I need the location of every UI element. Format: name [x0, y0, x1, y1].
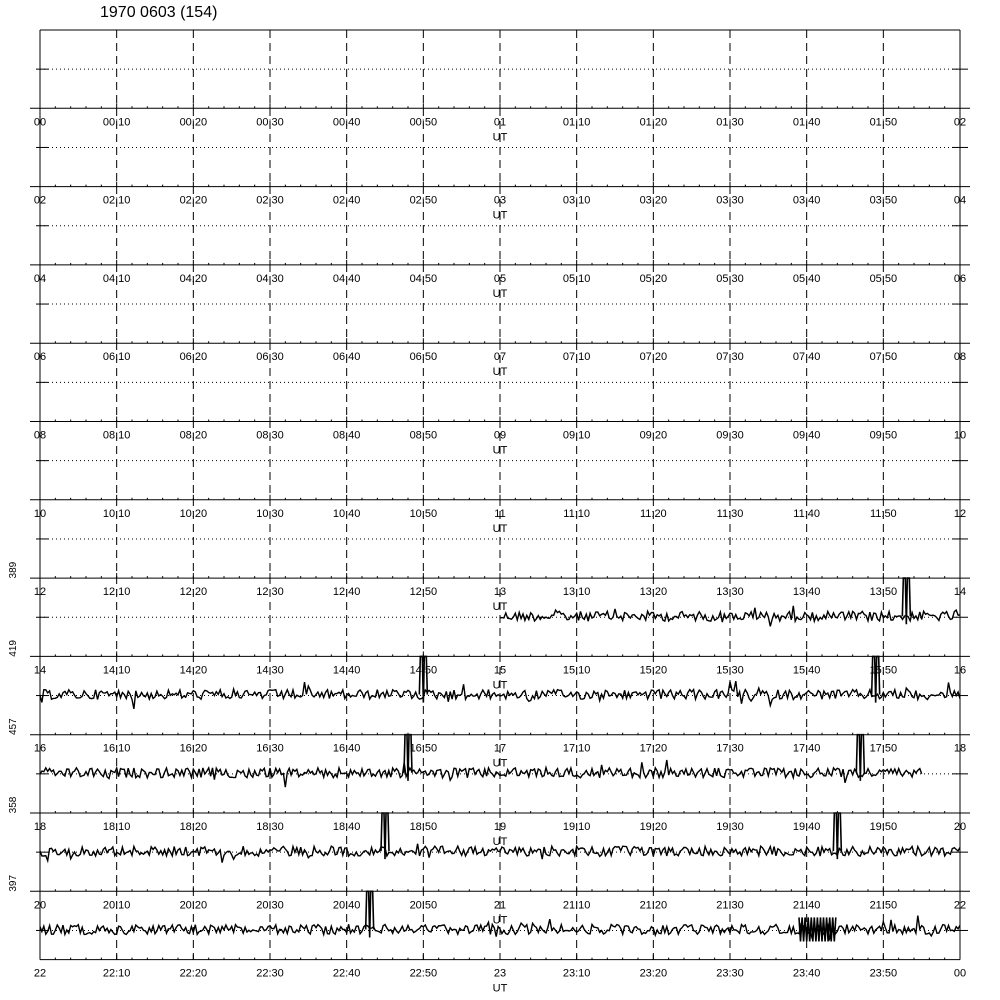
- tick-label: 00:40: [332, 116, 361, 129]
- tick-label: 19:40: [792, 821, 821, 833]
- ut-label: UT: [492, 982, 508, 995]
- tick-label: 10:50: [409, 507, 438, 520]
- tick-label: 14:30: [256, 664, 284, 677]
- tick-label: 14:40: [332, 664, 361, 677]
- row-mid-label: 09: [493, 429, 507, 442]
- tick-label: 17:10: [562, 742, 591, 755]
- row-mid-label: 01: [493, 116, 507, 129]
- tick-label: 01:30: [716, 116, 744, 129]
- tick-label: 08:30: [256, 429, 284, 442]
- row-mid-label: 15: [493, 664, 507, 677]
- tick-label: 05:10: [562, 272, 591, 285]
- ut-label: UT: [492, 601, 508, 614]
- tick-label: 13:20: [639, 586, 668, 599]
- tick-label: 04:50: [409, 272, 438, 285]
- ut-label: UT: [492, 836, 508, 848]
- tick-label: 15:20: [639, 664, 668, 677]
- row-end-label: 22: [953, 899, 967, 912]
- tick-label: 20:30: [256, 899, 284, 912]
- tick-label: 23:10: [562, 967, 591, 980]
- tick-label: 16:10: [102, 742, 131, 755]
- row-start-label: 08: [33, 429, 47, 442]
- ut-label: UT: [492, 287, 508, 300]
- tick-label: 07:40: [792, 351, 821, 364]
- tick-label: 12:40: [332, 586, 361, 599]
- tick-label: 16:40: [332, 742, 361, 755]
- tick-label: 16:30: [256, 742, 284, 755]
- tick-label: 05:30: [716, 272, 744, 285]
- tick-label: 21:40: [792, 899, 821, 912]
- ut-label: UT: [492, 914, 508, 927]
- row-end-label: 10: [953, 429, 967, 442]
- row-end-label: 04: [953, 194, 967, 207]
- data-burst: [799, 917, 836, 941]
- tick-label: 04:10: [102, 272, 131, 285]
- tick-label: 18:20: [179, 821, 208, 833]
- tick-label: 01:50: [869, 116, 898, 129]
- tick-label: 04:20: [179, 272, 208, 285]
- tick-label: 15:10: [562, 664, 591, 677]
- ut-label: UT: [492, 131, 508, 144]
- tick-label: 21:20: [639, 899, 668, 912]
- tick-label: 20:10: [102, 899, 131, 912]
- row-mid-label: 21: [493, 899, 507, 912]
- tick-label: 12:50: [409, 586, 438, 599]
- ut-label: UT: [492, 444, 508, 457]
- row-end-label: 12: [953, 507, 967, 520]
- tick-label: 16:50: [409, 742, 438, 755]
- tick-label: 07:30: [716, 351, 744, 364]
- tick-label: 03:20: [639, 194, 668, 207]
- tick-label: 21:30: [716, 899, 744, 912]
- tick-label: 19:30: [716, 821, 744, 833]
- tick-label: 14:50: [409, 664, 438, 677]
- tick-label: 23:20: [639, 967, 668, 980]
- row-start-label: 16: [33, 742, 47, 755]
- tick-label: 18:30: [256, 821, 284, 833]
- tick-label: 18:10: [102, 821, 131, 833]
- tick-label: 12:30: [256, 586, 284, 599]
- data-spike: [381, 813, 389, 859]
- ut-label: UT: [492, 209, 508, 222]
- tick-label: 08:40: [332, 429, 361, 442]
- tick-label: 11:40: [793, 507, 821, 520]
- row-end-label: 14: [953, 586, 967, 599]
- tick-label: 00:30: [256, 116, 284, 129]
- tick-label: 02:50: [409, 194, 438, 207]
- tick-label: 11:30: [716, 507, 744, 520]
- row-start-label: 18: [33, 821, 47, 833]
- row-mid-label: 13: [493, 586, 507, 599]
- side-value-label: 457: [8, 718, 19, 736]
- row-end-label: 06: [953, 272, 967, 285]
- row-end-label: 02: [953, 116, 967, 129]
- tick-label: 08:20: [179, 429, 208, 442]
- tick-label: 00:20: [179, 116, 208, 129]
- row-start-label: 06: [33, 351, 47, 364]
- tick-label: 05:50: [869, 272, 898, 285]
- side-value-label: 397: [8, 874, 19, 892]
- row-end-label: 20: [953, 821, 967, 833]
- row-end-label: 08: [953, 351, 967, 364]
- tick-label: 05:40: [792, 272, 821, 285]
- tick-label: 04:40: [332, 272, 361, 285]
- row-mid-label: 11: [494, 507, 506, 520]
- tick-label: 04:30: [256, 272, 284, 285]
- tick-label: 14:10: [102, 664, 131, 677]
- tick-label: 19:10: [562, 821, 591, 833]
- tick-label: 13:50: [869, 586, 898, 599]
- ut-label: UT: [492, 366, 508, 379]
- tick-label: 18:40: [332, 821, 361, 833]
- tick-label: 07:10: [562, 351, 591, 364]
- ut-label: UT: [492, 757, 508, 770]
- tick-label: 13:30: [716, 586, 744, 599]
- tick-label: 09:50: [869, 429, 898, 442]
- tick-label: 15:40: [792, 664, 821, 677]
- tick-label: 22:20: [179, 967, 208, 980]
- tick-label: 16:20: [179, 742, 208, 755]
- tick-label: 10:40: [332, 507, 361, 520]
- tick-label: 17:30: [716, 742, 744, 755]
- row-mid-label: 03: [493, 194, 507, 207]
- tick-label: 03:50: [869, 194, 898, 207]
- tick-label: 14:20: [179, 664, 208, 677]
- tick-label: 07:50: [869, 351, 898, 364]
- row-start-label: 04: [33, 272, 47, 285]
- tick-label: 00:50: [409, 116, 438, 129]
- tick-label: 12:10: [102, 586, 131, 599]
- tick-label: 23:30: [716, 967, 744, 980]
- row-start-label: 12: [33, 586, 47, 599]
- chart-title: 1970 0603 (154): [100, 4, 218, 21]
- tick-label: 15:50: [869, 664, 898, 677]
- tick-label: 17:40: [792, 742, 821, 755]
- data-trace: [40, 757, 922, 787]
- tick-label: 22:10: [102, 967, 131, 980]
- tick-label: 10:20: [179, 507, 208, 520]
- tick-label: 20:20: [179, 899, 208, 912]
- row-start-label: 20: [33, 899, 47, 912]
- row-end-label: 00: [953, 967, 967, 980]
- tick-label: 09:20: [639, 429, 668, 442]
- tick-label: 22:40: [332, 967, 361, 980]
- tick-label: 20:40: [332, 899, 361, 912]
- tick-label: 12:20: [179, 586, 208, 599]
- tick-label: 21:50: [869, 899, 898, 912]
- tick-label: 09:40: [792, 429, 821, 442]
- tick-label: 19:20: [639, 821, 668, 833]
- row-mid-label: 07: [493, 351, 507, 364]
- row-start-label: 02: [33, 194, 47, 207]
- tick-label: 13:10: [562, 586, 591, 599]
- row-end-label: 16: [953, 664, 967, 677]
- ut-label: UT: [492, 522, 508, 535]
- tick-label: 15:30: [716, 664, 744, 677]
- row-mid-label: 17: [493, 742, 507, 755]
- tick-label: 09:30: [716, 429, 744, 442]
- row-start-label: 14: [33, 664, 47, 677]
- tick-label: 06:30: [256, 351, 284, 364]
- tick-label: 22:30: [256, 967, 284, 980]
- tick-label: 22:50: [409, 967, 438, 980]
- tick-label: 01:20: [639, 116, 668, 129]
- tick-label: 08:50: [409, 429, 438, 442]
- tick-label: 06:50: [409, 351, 438, 364]
- tick-label: 13:40: [792, 586, 821, 599]
- tick-label: 23:50: [869, 967, 898, 980]
- row-mid-label: 23: [493, 967, 507, 980]
- tick-label: 01:10: [562, 116, 591, 129]
- tick-label: 03:30: [716, 194, 744, 207]
- tick-label: 20:50: [409, 899, 438, 912]
- tick-label: 02:30: [256, 194, 284, 207]
- row-mid-label: 05: [493, 272, 507, 285]
- row-start-label: 10: [33, 507, 47, 520]
- row-end-label: 18: [953, 742, 967, 755]
- tick-label: 21:10: [562, 899, 591, 912]
- tick-label: 00:10: [102, 116, 131, 129]
- tick-label: 17:50: [869, 742, 898, 755]
- tick-label: 10:30: [256, 507, 284, 520]
- tick-label: 17:20: [639, 742, 668, 755]
- tick-label: 02:40: [332, 194, 361, 207]
- row-start-label: 00: [33, 116, 47, 129]
- tick-label: 11:50: [869, 507, 897, 520]
- row-start-label: 22: [33, 967, 47, 980]
- tick-label: 10:10: [102, 507, 131, 520]
- tick-label: 11:10: [563, 507, 591, 520]
- tick-label: 18:50: [409, 821, 438, 833]
- tick-label: 03:40: [792, 194, 821, 207]
- tick-label: 06:20: [179, 351, 208, 364]
- tick-label: 08:10: [102, 429, 131, 442]
- tick-label: 11:20: [639, 507, 667, 520]
- tick-label: 23:40: [792, 967, 821, 980]
- tick-label: 19:50: [869, 821, 898, 833]
- ut-label: UT: [492, 679, 508, 692]
- tick-label: 06:40: [332, 351, 361, 364]
- tick-label: 03:10: [562, 194, 591, 207]
- row-mid-label: 19: [493, 821, 507, 833]
- tick-label: 01:40: [792, 116, 821, 129]
- tick-label: 05:20: [639, 272, 668, 285]
- tick-label: 02:10: [102, 194, 131, 207]
- side-value-label: 419: [8, 640, 19, 657]
- tick-label: 06:10: [102, 351, 131, 364]
- side-value-label: 389: [8, 561, 19, 579]
- tick-label: 07:20: [639, 351, 668, 364]
- tick-label: 02:20: [179, 194, 208, 207]
- side-value-label: 358: [8, 796, 19, 814]
- tick-label: 09:10: [562, 429, 591, 442]
